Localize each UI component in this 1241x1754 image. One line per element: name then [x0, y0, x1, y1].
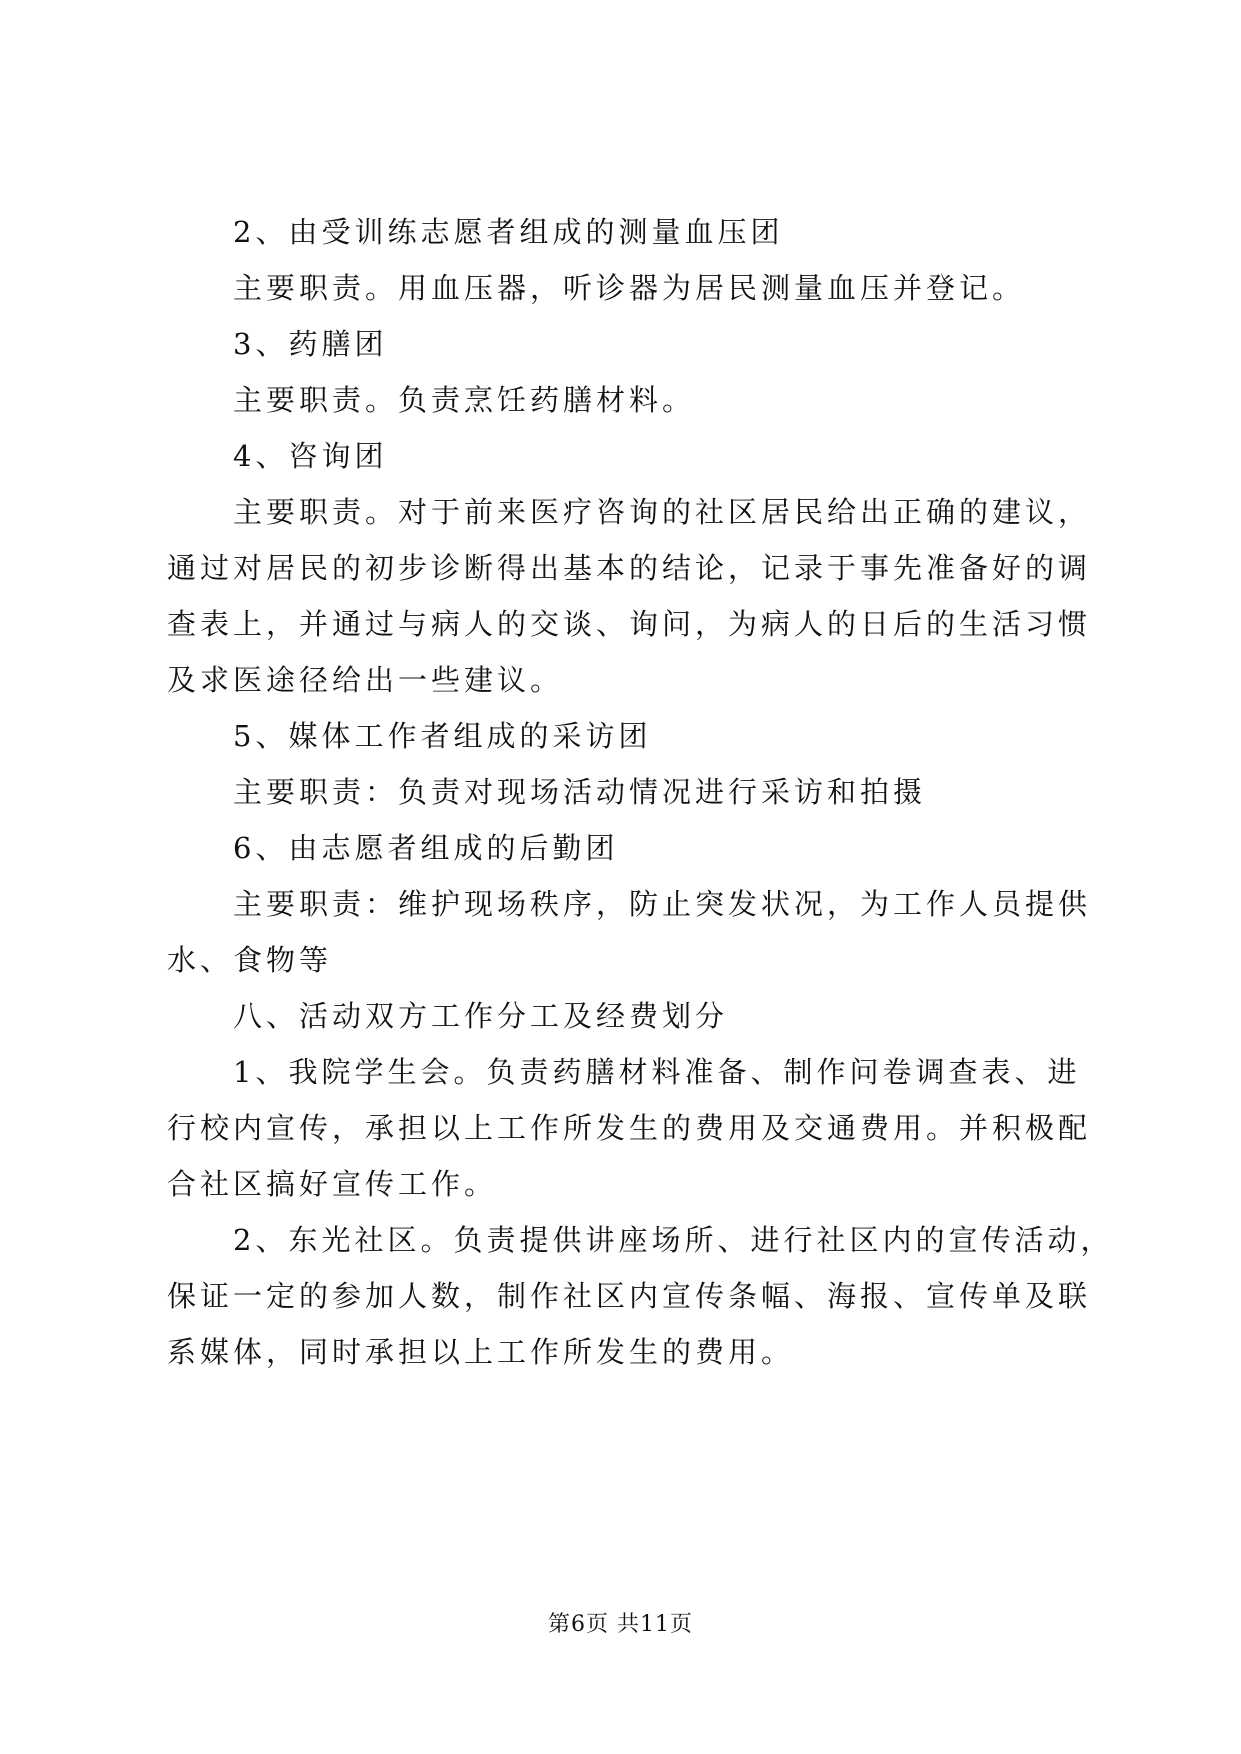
- heading-blood-pressure-team: 2、由受训练志愿者组成的测量血压团: [233, 215, 784, 249]
- heading-logistics-team: 6、由志愿者组成的后勤团: [233, 831, 619, 865]
- duty-consulting-team-line-3: 查表上，并通过与病人的交谈、询问，为病人的日后的生活习惯: [167, 607, 1092, 641]
- duty-blood-pressure-team: 主要职责。用血压器，听诊器为居民测量血压并登记。: [233, 271, 1026, 305]
- student-union-duty-line-1: 1、我院学生会。负责药膳材料准备、制作问卷调查表、进: [233, 1055, 1081, 1089]
- section-heading-division-of-work: 八、活动双方工作分工及经费划分: [233, 999, 729, 1033]
- student-union-duty-line-3: 合社区搞好宣传工作。: [167, 1167, 498, 1201]
- community-duty-line-3: 系媒体，同时承担以上工作所发生的费用。: [167, 1335, 795, 1369]
- duty-consulting-team-line-4: 及求医途径给出一些建议。: [167, 663, 564, 697]
- duty-logistics-team-line-1: 主要职责：维护现场秩序，防止突发状况，为工作人员提供: [233, 887, 1092, 921]
- student-union-duty-line-2: 行校内宣传，承担以上工作所发生的费用及交通费用。并积极配: [167, 1111, 1092, 1145]
- duty-consulting-team-line-1: 主要职责。对于前来医疗咨询的社区居民给出正确的建议，: [233, 495, 1092, 529]
- duty-medicated-diet-team: 主要职责。负责烹饪药膳材料。: [233, 383, 696, 417]
- page-number-footer: 第6页 共11页: [548, 1612, 693, 1637]
- community-duty-line-2: 保证一定的参加人数，制作社区内宣传条幅、海报、宣传单及联: [167, 1279, 1092, 1313]
- duty-consulting-team-line-2: 通过对居民的初步诊断得出基本的结论，记录于事先准备好的调: [167, 551, 1092, 585]
- heading-interview-team: 5、媒体工作者组成的采访团: [233, 719, 652, 753]
- community-duty-line-1: 2、东光社区。负责提供讲座场所、进行社区内的宣传活动，: [233, 1223, 1114, 1257]
- heading-consulting-team: 4、咨询团: [233, 439, 388, 473]
- heading-medicated-diet-team: 3、药膳团: [233, 327, 388, 361]
- duty-logistics-team-line-2: 水、食物等: [167, 943, 333, 977]
- duty-interview-team: 主要职责：负责对现场活动情况进行采访和拍摄: [233, 775, 927, 809]
